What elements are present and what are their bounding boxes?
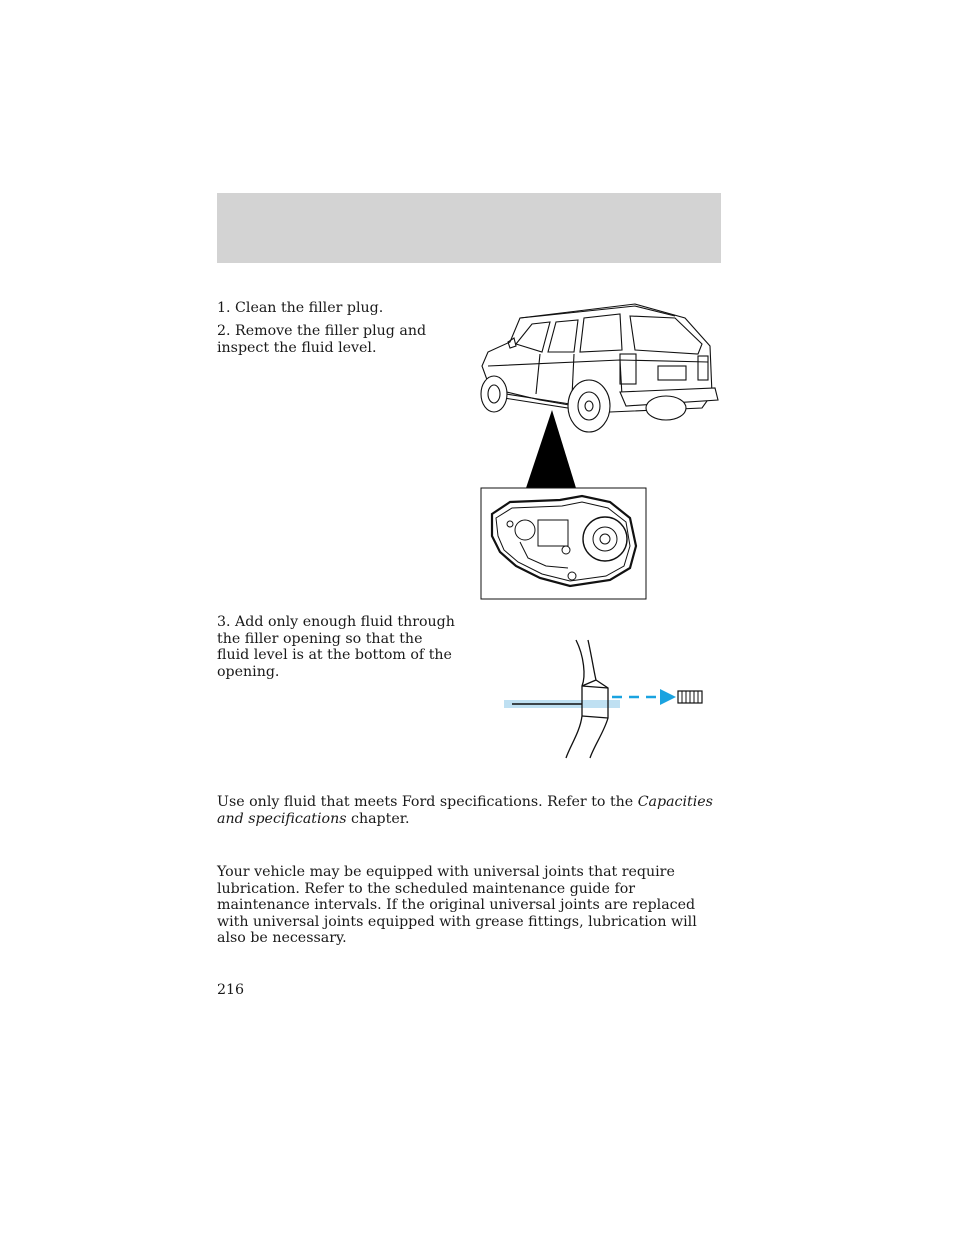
- page-number: 216: [217, 982, 245, 998]
- case-wall-outline: [566, 640, 608, 758]
- filler-plug-icon: [678, 691, 702, 703]
- suv-vehicle-icon: [481, 304, 718, 432]
- section-header-band: [217, 193, 721, 263]
- pointer-wedge: [526, 410, 576, 488]
- filler-plug-figure: [500, 636, 710, 761]
- universal-joints-paragraph: Your vehicle may be equipped with universal joints that require lubrication. Refer to the scheduled maintenance guide for maintenance intervals. If the original universal joints are replaced with universal joints equipped with grease fittings, lubrication will also be necessary.: [217, 864, 697, 946]
- step-3-text: 3. Add only enough fluid through the filler opening so that the fluid level is at the bottom of the opening.: [217, 614, 455, 680]
- step-1-text: 1. Clean the filler plug.: [217, 300, 384, 316]
- transfer-case-icon: [481, 488, 646, 599]
- fluid-spec-note: [217, 794, 717, 827]
- note-text-after: chapter.: [346, 810, 410, 827]
- vehicle-transfer-case-figure: [470, 296, 730, 606]
- step-2-text: 2. Remove the filler plug and inspect the fluid level.: [217, 323, 427, 356]
- note-text-before: Use only fluid that meets Ford specifications. Refer to the: [217, 794, 638, 810]
- arrow-head: [660, 689, 676, 705]
- capacities-reference: Capacities and specifications: [217, 794, 713, 827]
